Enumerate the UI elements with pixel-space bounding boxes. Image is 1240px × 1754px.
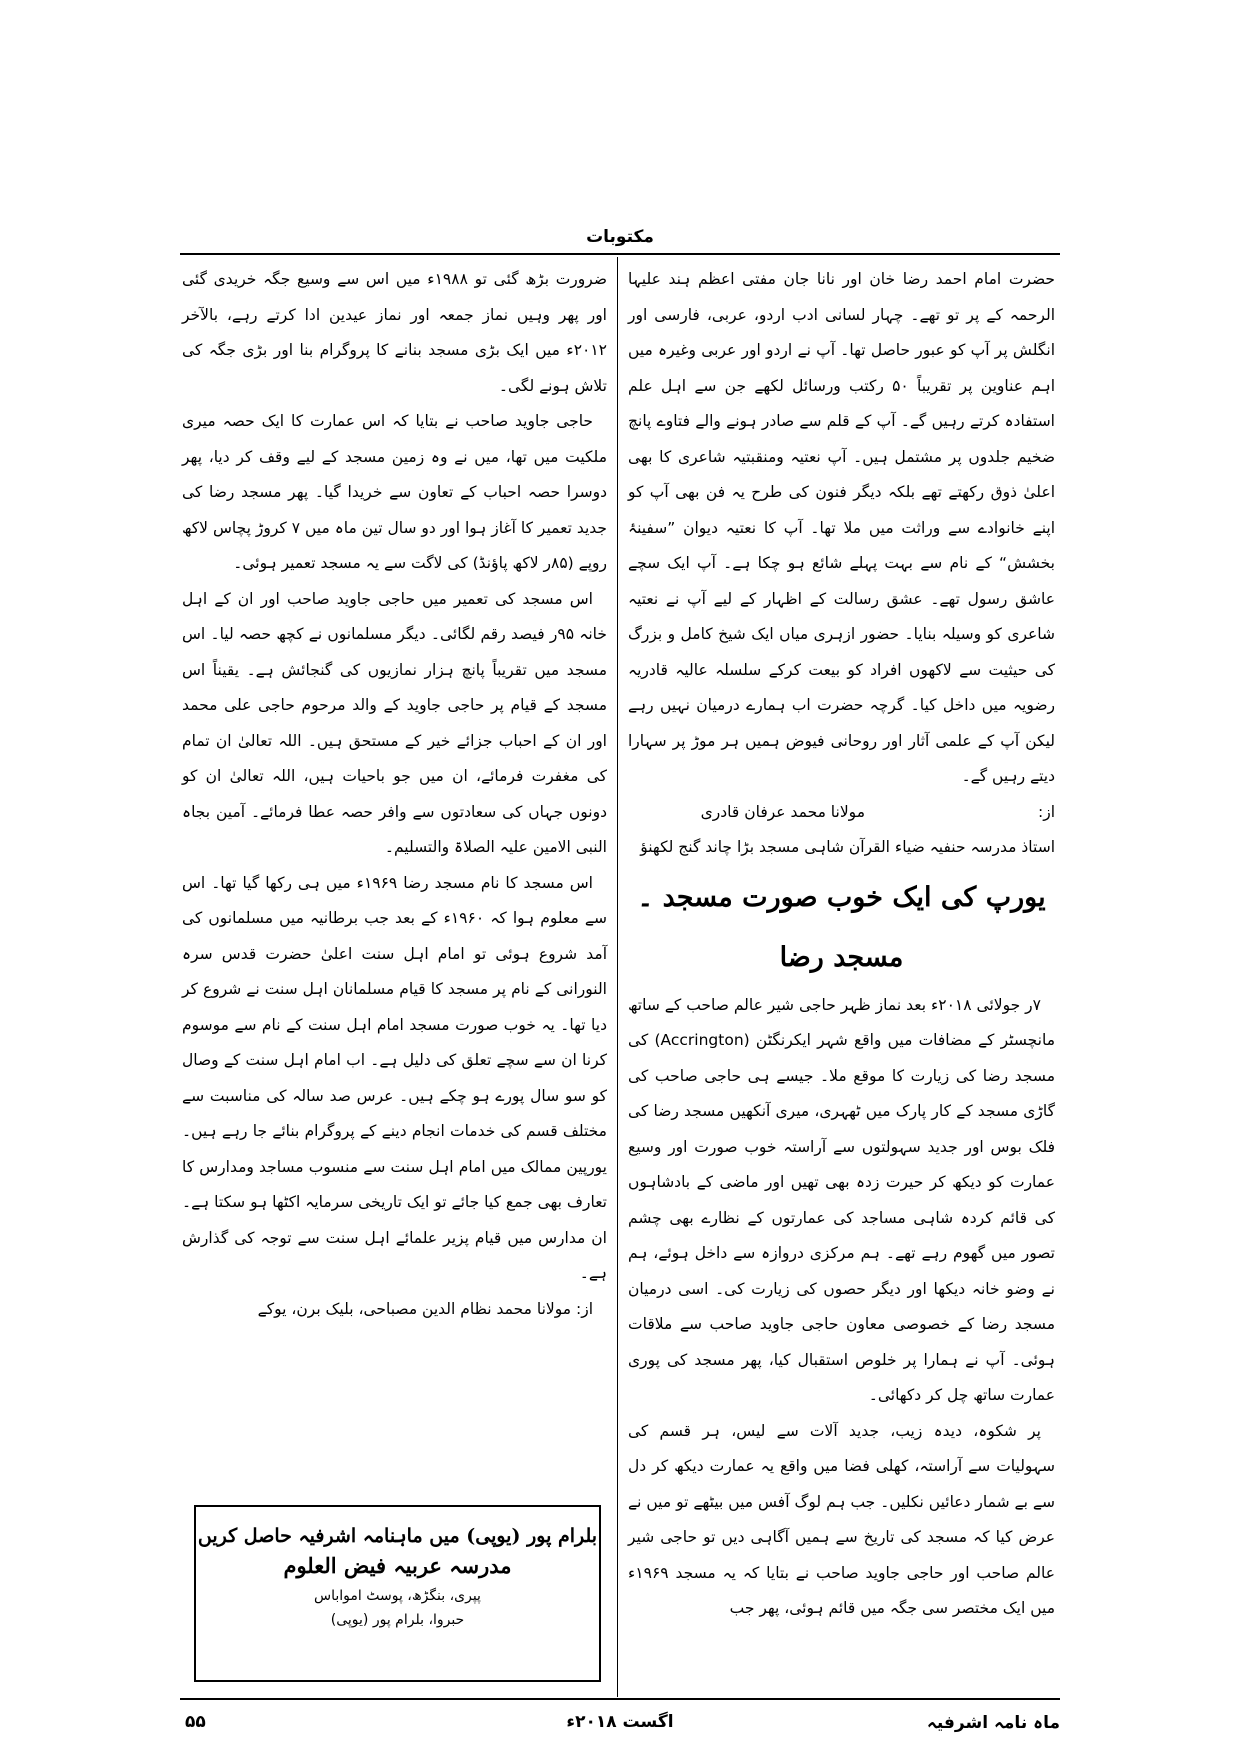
byline-label: از:	[1037, 802, 1055, 821]
header-rule	[180, 253, 1060, 255]
footer-issue-date: اگست ۲۰۱۸ء	[566, 1712, 674, 1732]
advert-address-line: حبروا، بلرام پور (یوپی)	[330, 1612, 465, 1628]
article-byline: از: مولانا محمد نظام الدین مصباحی، بلیک برن، یوکے	[257, 1299, 593, 1318]
article-paragraph: ۷ر جولائی ۲۰۱۸ء بعد نماز ظہر حاجی شیر عالم صاحب کے ساتھ مانچسٹر کے مضافات میں واقع شہر ایکرنگٹن (Accrington) کی مسجد رضا کی زیارت کا موقع ملا۔ جیسے ہی حاجی صاحب کی گاڑی مسجد کے کار پارک میں ٹھہری، میری آنکھیں مسجد رضا کی فلک بوس اور جدید سہولتوں سے آراستہ خوب صورت اور وسیع عمارت کو دیکھ کر حیرت زدہ بھی تھیں اور ماضی کے بادشاہوں کی قائم کردہ شاہی مساجد کی عمارتوں کے نظارے بھی چشم تصور میں گھوم رہے تھے۔ ہم مرکزی دروازہ سے داخل ہوئے، ہم نے وضو خانہ دیکھا اور دیگر حصوں کی زیارت کی۔ اسی درمیان مسجد رضا کے خصوصی معاون حاجی جاوید صاحب سے ملاقات ہوئی۔ آپ نے ہمارا پر خلوص استقبال کیا، پھر مسجد کی پوری عمارت ساتھ چل کر دکھائی۔	[628, 995, 1055, 1404]
article-paragraph: ضرورت بڑھ گئی تو ۱۹۸۸ء میں اس سے وسیع جگہ خریدی گئی اور پھر وہیں نماز جمعہ اور نماز عیدین ادا کرتے رہے، بالآخر ۲۰۱۲ء میں ایک بڑی مسجد بنانے کا پروگرام بنا اور بڑی جگہ کی تلاش ہونے لگی۔	[182, 270, 607, 395]
section-title: مکتوبات	[586, 227, 654, 247]
article-paragraph: اس مسجد کی تعمیر میں حاجی جاوید صاحب اور ان کے اہل خانہ ۹۵ر فیصد رقم لگائی۔ دیگر مسلمانوں نے کچھ حصہ لیا۔ اس مسجد میں تقریباً پانچ ہزار نمازیوں کی گنجائش ہے۔ یقیناً اس مسجد کے قیام پر حاجی جاوید کے والد مرحوم حاجی علی محمد اور ان کے احباب جزائے خیر کے مستحق ہیں۔ اللہ تعالیٰ ان تمام کی مغفرت فرمائے، ان میں جو باحیات ہیں، اللہ تعالیٰ ان کو دونوں جہاں کی سعادتوں سے وافر حصہ عطا فرمائے۔ آمین بجاہ النبی الامین علیہ الصلاۃ والتسلیم۔	[182, 589, 607, 856]
advertisement-box	[194, 1505, 601, 1682]
right-column	[628, 262, 1055, 1627]
footer-rule	[180, 1698, 1060, 1700]
advert-address-line: پپری، بنگڑھ، پوسٹ امواباس	[314, 1588, 481, 1604]
left-column	[182, 262, 607, 1327]
column-divider	[617, 257, 618, 1697]
footer-magazine-name: ماہ نامہ اشرفیہ	[926, 1713, 1060, 1733]
byline-name: مولانا محمد عرفان قادری	[700, 802, 865, 821]
article-paragraph: پر شکوہ، دیدہ زیب، جدید آلات سے لیس، ہر قسم کی سہولیات سے آراستہ، کھلی فضا میں واقع یہ عمارت دیکھ کر دل سے بے شمار دعائیں نکلیں۔ جب ہم لوگ آفس میں بیٹھے تو میں نے عرض کیا کہ مسجد کی تاریخ سے ہمیں آگاہی دیں تو حاجی شیر عالم صاحب اور حاجی جاوید صاحب نے بتایا کہ یہ مسجد ۱۹۶۹ء میں ایک مختصر سی جگہ میں قائم ہوئی، پھر جب	[628, 1421, 1055, 1617]
letter-paragraph: حضرت امام احمد رضا خان اور نانا جان مفتی اعظم ہند علیہا الرحمہ کے پر تو تھے۔ چہار لسانی ادب اردو، عربی، فارسی اور انگلش پر آپ کو عبور حاصل تھا۔ آپ نے اردو اور عربی وغیرہ میں اہم عناوین پر تقریباً ۵۰ رکتب ورسائل لکھے جن سے اہل علم استفادہ کرتے رہیں گے۔ آپ کے قلم سے صادر ہونے والے فتاوے پانچ ضخیم جلدوں پر مشتمل ہیں۔ آپ نعتیہ ومنقبتیہ شاعری کا بھی اعلیٰ ذوق رکھتے تھے بلکہ دیگر فنون کی طرح یہ فن بھی آپ کو اپنے خانوادے سے وراثت میں ملا تھا۔ آپ کا نعتیہ دیوان ”سفینۂ بخشش“ کے نام سے بہت پہلے شائع ہو چکا ہے۔ آپ ایک سچے عاشق رسول تھے۔ عشق رسالت کے اظہار کے لیے آپ نے نعتیہ شاعری کو وسیلہ بنایا۔ حضور ازہری میاں ایک شیخ کامل و بزرگ کی حیثیت سے لاکھوں افراد کو بیعت کرکے سلسلہ عالیہ قادریہ رضویہ میں داخل کیا۔ گرچہ حضرت اب ہمارے درمیان نہیں رہے لیکن آپ کے علمی آثار اور روحانی فیوض ہمیں ہر موڑ پر سہارا دیتے رہیں گے۔	[628, 270, 1055, 785]
advert-headline: بلرام پور (یوپی) میں ماہنامہ اشرفیہ حاصل کریں	[197, 1525, 598, 1547]
article-paragraph: حاجی جاوید صاحب نے بتایا کہ اس عمارت کا ایک حصہ میری ملکیت میں تھا، میں نے وہ زمین مسجد کے لیے وقف کر دیا، پھر دوسرا حصہ احباب کے تعاون سے خریدا گیا۔ پھر مسجد رضا کی جدید تعمیر کا آغاز ہوا اور دو سال تین ماہ میں ۷ کروڑ پچاس لاکھ روپے (۸۵ر لاکھ پاؤنڈ) کی لاگت سے یہ مسجد تعمیر ہوئی۔	[182, 412, 607, 572]
article-paragraph: اس مسجد کا نام مسجد رضا ۱۹۶۹ء میں ہی رکھا گیا تھا۔ اس سے معلوم ہوا کہ ۱۹۶۰ء کے بعد جب برطانیہ میں مسلمانوں کی آمد شروع ہوئی تو امام اہل سنت اعلیٰ حضرت قدس سرہ النورانی کے نام پر مسجد کا قیام مسلمانان اہل سنت نے شروع کر دیا تھا۔ یہ خوب صورت مسجد امام اہل سنت کے نام سے موسوم کرنا ان سے سچے تعلق کی دلیل ہے۔ اب امام اہل سنت کے وصال کو سو سال پورے ہو چکے ہیں۔ عرس صد سالہ کی مناسبت سے مختلف قسم کی خدمات انجام دینے کے پروگرام بنائے جا رہے ہیں۔ یورپین ممالک میں امام اہل سنت سے منسوب مساجد ومدارس کا تعارف بھی جمع کیا جائے تو ایک تاریخی سرمایہ اکٹھا ہو سکتا ہے۔ ان مدارس میں قیام پزیر علمائے اہل سنت سے توجہ کی گذارش ہے۔	[182, 873, 607, 1282]
article-title: یورپ کی ایک خوب صورت مسجد ۔ مسجد رضا	[637, 881, 1046, 973]
letter-byline	[628, 795, 1055, 831]
byline-affiliation: استاذ مدرسہ حنفیہ ضیاء القرآن شاہی مسجد بڑا چاند گنج لکھنؤ	[640, 838, 1055, 856]
advert-madrasa-name: مدرسہ عربیہ فیض العلوم	[283, 1553, 512, 1578]
page-number: ۵۵	[185, 1712, 206, 1732]
